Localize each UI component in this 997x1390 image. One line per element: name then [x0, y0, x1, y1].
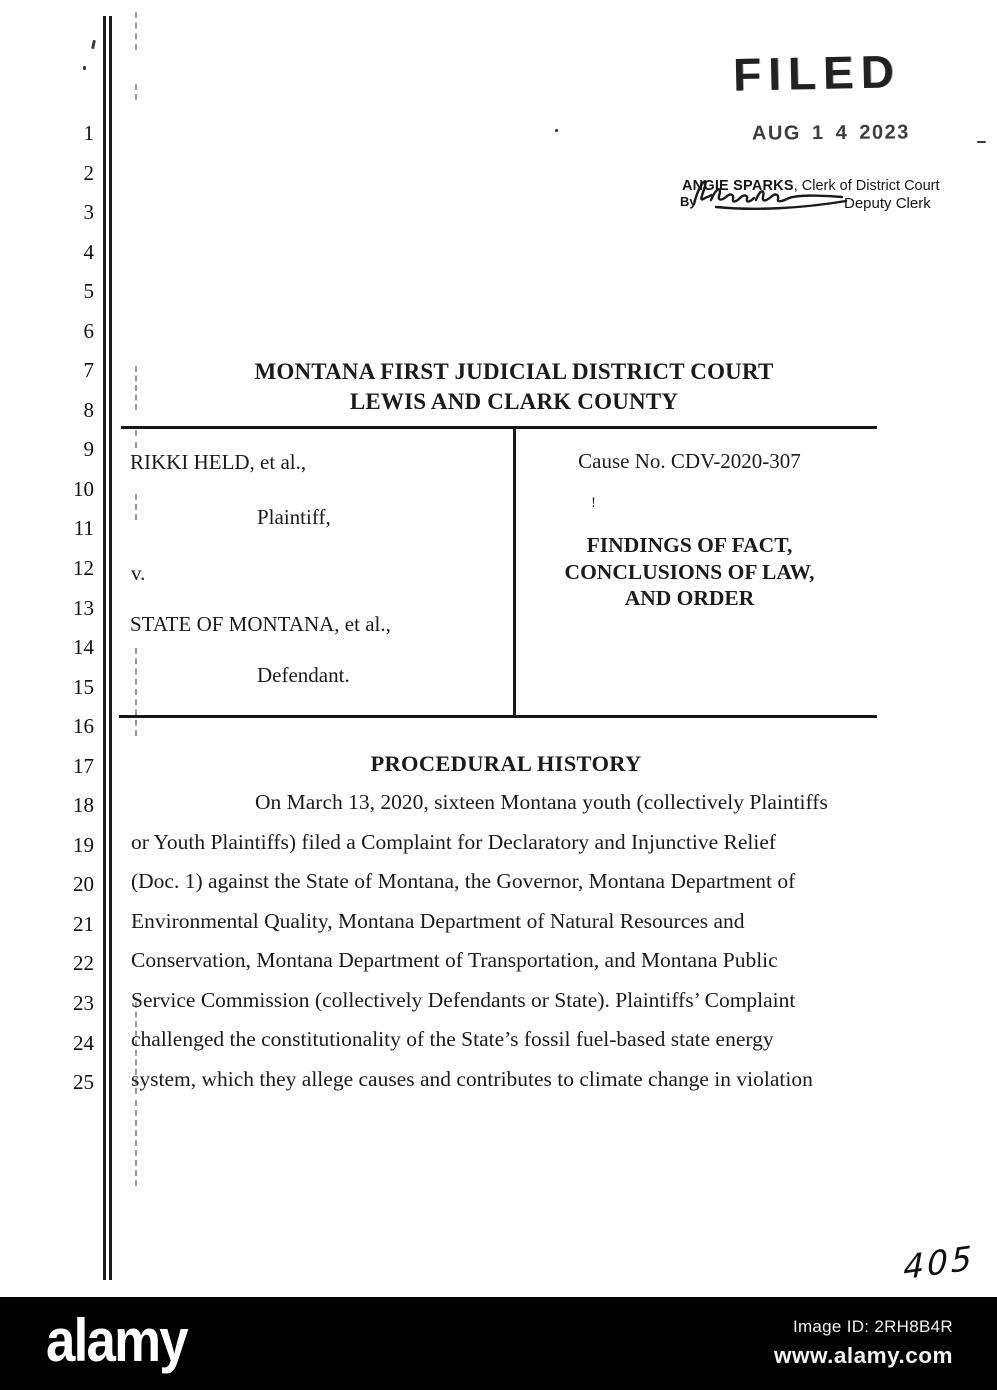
body-paragraph [131, 783, 891, 1099]
line-number: 10 [73, 476, 94, 501]
defendant-label: Defendant. [257, 663, 350, 687]
line-number: 7 [83, 358, 94, 383]
line-number: 1 [83, 121, 94, 145]
fold-line [135, 84, 137, 100]
line-number: 4 [83, 239, 94, 264]
caption-rule-top [121, 426, 877, 429]
body-text-line: Environmental Quality, Montana Department of Natural Resources and [131, 908, 745, 933]
plaintiff-name: RIKKI HELD, et al., [130, 450, 307, 474]
line-number: 12 [73, 556, 94, 581]
versus-label: v. [131, 561, 146, 585]
court-title-line2: LEWIS AND CLARK COUNTY [349, 388, 679, 414]
body-text-line: Conservation, Montana Department of Transportation, and Montana Public [131, 948, 778, 973]
pleading-rule-left [103, 16, 106, 1280]
fold-line [135, 1100, 137, 1186]
line-number: 20 [73, 872, 94, 897]
line-number: 16 [73, 714, 94, 739]
line-number: 9 [83, 437, 94, 462]
line-number: 22 [73, 951, 94, 976]
line-number: 19 [73, 832, 94, 857]
image-id-label: Image ID: 2RH8B4R [792, 1317, 953, 1336]
filed-date-stamp: AUG 1 4 2023 [751, 121, 910, 145]
line-number: 21 [73, 911, 94, 936]
line-number: 18 [73, 793, 94, 818]
alamy-logo: alamy [46, 1307, 187, 1374]
line-number: 6 [83, 318, 94, 343]
cause-number: Cause No. CDV-2020-307 [578, 449, 801, 473]
line-number-column [0, 114, 94, 1103]
line-number: 14 [73, 635, 94, 660]
line-number: 8 [83, 397, 94, 422]
handwritten-page-number: 405 [903, 1237, 975, 1288]
body-text-line: Service Commission (collectively Defendants or State). Plaintiffs’ Complaint [131, 987, 796, 1012]
line-number: 3 [83, 200, 94, 225]
document-title-line2: CONCLUSIONS OF LAW, [564, 559, 815, 584]
fold-line [135, 430, 137, 448]
alamy-url: www.alamy.com [773, 1343, 953, 1368]
line-number: 13 [73, 595, 94, 620]
filed-stamp: FILED [732, 45, 902, 101]
body-text-line: challenged the constitutionality of the State’s fossil fuel-based state energy [131, 1027, 774, 1052]
line-number: 5 [83, 279, 94, 304]
line-number: 17 [73, 753, 94, 778]
body-text-line: system, which they allege causes and contributes to climate change in violation [131, 1066, 813, 1091]
line-number: 24 [73, 1030, 94, 1055]
fold-line [135, 12, 137, 50]
scan-speck [555, 129, 558, 132]
line-number: 2 [83, 160, 94, 185]
plaintiff-label: Plaintiff, [257, 505, 331, 529]
body-text-line: or Youth Plaintiffs) filed a Complaint for Declaratory and Injunctive Relief [131, 829, 777, 854]
scan-speck [977, 141, 986, 143]
court-title-line1: MONTANA FIRST JUDICIAL DISTRICT COURT [254, 359, 774, 384]
pleading-rule-right [109, 16, 112, 1280]
scan-speck [91, 40, 96, 49]
caption-rule-bottom [119, 715, 877, 718]
line-number: 25 [73, 1070, 94, 1095]
document-title-line1: FINDINGS OF FACT, [586, 533, 793, 557]
court-title [128, 357, 900, 416]
document-title [517, 532, 862, 612]
line-number: 15 [73, 674, 94, 699]
line-number: 23 [73, 991, 94, 1016]
watermark-info [774, 1317, 953, 1369]
clerk-name: ANGIE SPARKS [682, 178, 794, 194]
stray-mark: ! [591, 495, 596, 511]
line-number: 11 [73, 516, 94, 541]
deputy-clerk-label: Deputy Clerk [844, 195, 931, 212]
body-text-line: (Doc. 1) against the State of Montana, the Governor, Montana Department of [131, 869, 796, 894]
watermark-bar [0, 1297, 997, 1390]
body-text-line: On March 13, 2020, sixteen Montana youth (collectively Plaintiffs [255, 790, 828, 814]
fold-line [135, 648, 137, 736]
section-heading: PROCEDURAL HISTORY [370, 751, 642, 776]
document-title-line3: AND ORDER [624, 586, 755, 610]
clerk-title: , Clerk of District Court [793, 178, 940, 194]
caption-divider [513, 426, 516, 718]
signature-scribble [686, 170, 861, 216]
defendant-name: STATE OF MONTANA, et al., [130, 612, 391, 636]
by-label: By [680, 194, 697, 209]
fold-line [135, 494, 137, 520]
scan-speck [83, 66, 86, 70]
